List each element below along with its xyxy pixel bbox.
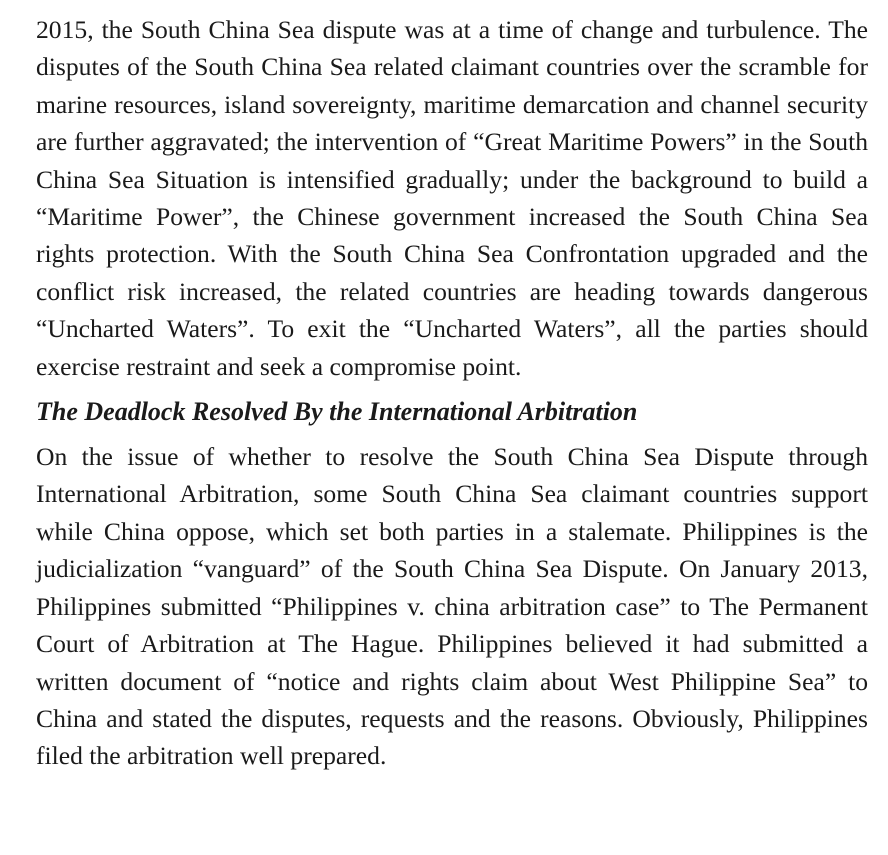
paragraph-intro: 2015, the South China Sea dispute was at a time of change and turbulence. The disputes of the South China Sea related claimant countries over the scramble for marine resources, island sovereignty, maritime demarcation and channel security are further aggravated; the intervention of “Great Maritime Powers” in the South China Sea Situation is intensified gradually; under the background to build a “Maritime Power”, the Chinese government increased the South China Sea rights protection. With the South China Sea Confrontation upgraded and the conflict risk increased, the related countries are heading towards dangerous “Uncharted Waters”. To exit the “Uncharted Waters”, all the parties should exercise restraint and seek a compromise point. [36, 15, 868, 381]
document-page [36, 11, 868, 775]
section-heading: The Deadlock Resolved By the International Arbitration [36, 397, 638, 427]
paragraph-arbitration: On the issue of whether to resolve the South China Sea Dispute through International Arbitration, some South China Sea claimant countries support while China oppose, which set both parties in a stalemate. Philippines is the judicialization “vanguard” of the South China Sea Dispute. On January 2013, Philippines submitted “Philippines v. china arbitration case” to The Permanent Court of Arbitration at The Hague. Philippines believed it had submitted a written document of “notice and rights claim about West Philippine Sea” to China and stated the disputes, requests and the reasons. Obviously, Philippines filed the arbitration well prepared. [36, 442, 868, 771]
